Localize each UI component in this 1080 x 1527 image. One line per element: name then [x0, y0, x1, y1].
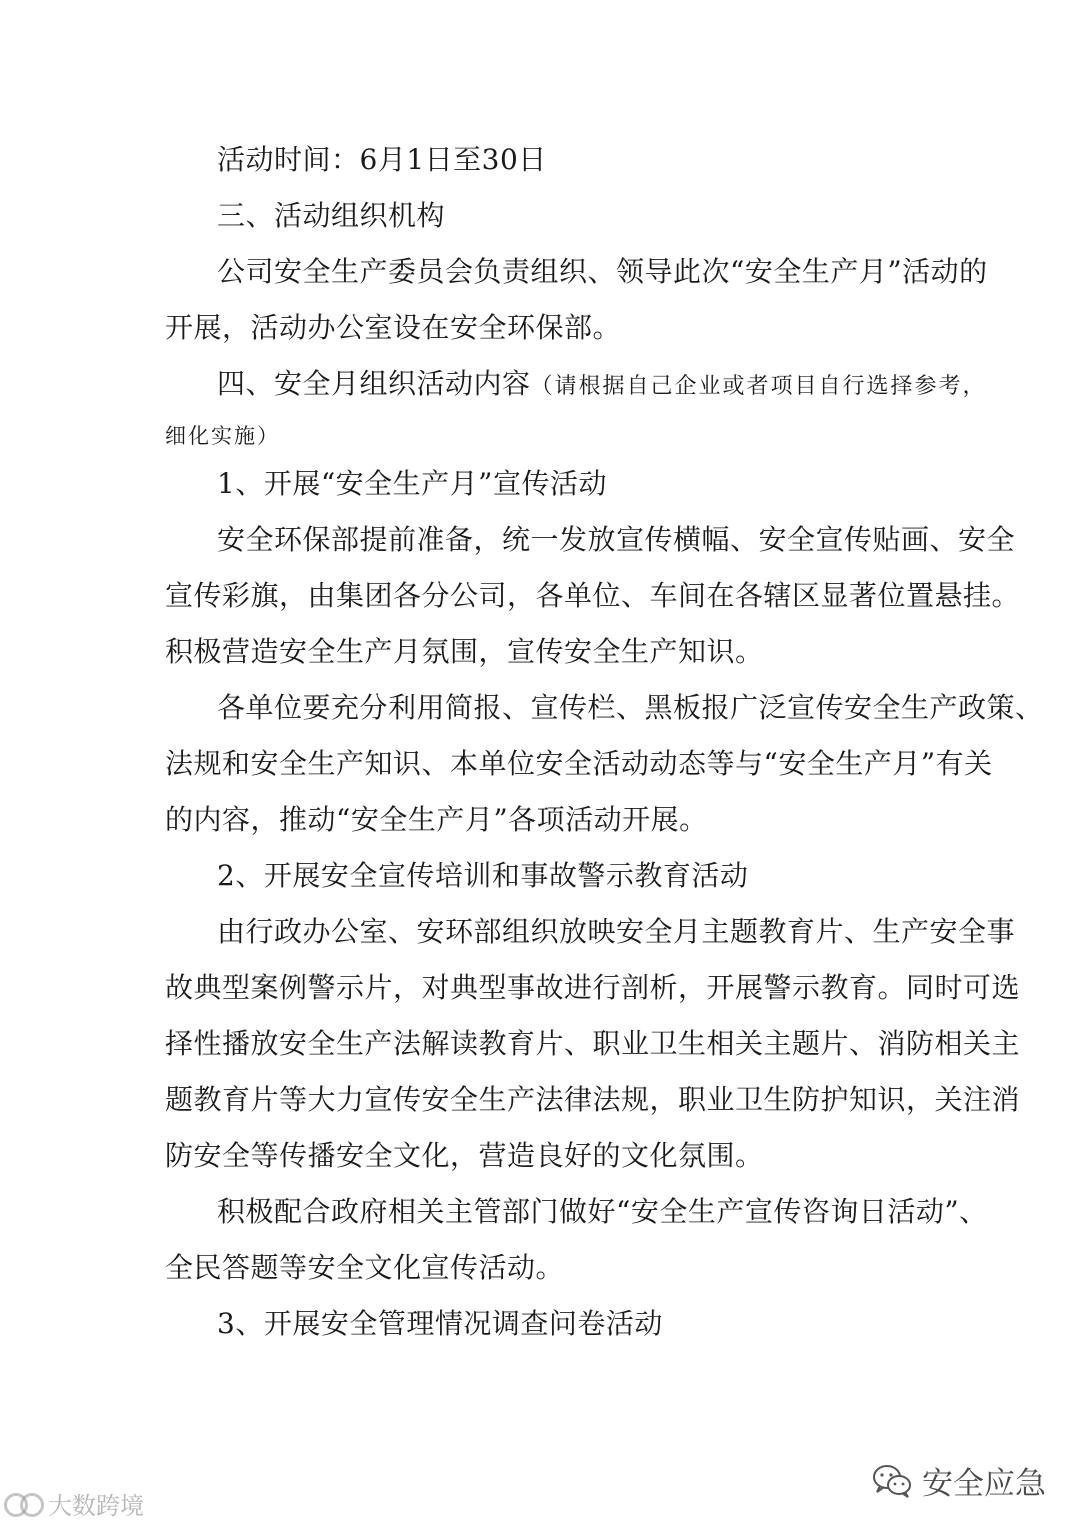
paragraph-line: 法规和安全生产知识、本单位安全活动动态等与“安全生产月”有关 — [165, 747, 993, 780]
paragraph-line: 各单位要充分利用简报、宣传栏、黑板报广泛宣传安全生产政策、 — [217, 691, 1044, 724]
paragraph-line: 开展，活动办公室设在安全环保部。 — [165, 311, 622, 344]
section-4-note: （请根据自己企业或者项目自行选择参考， — [530, 374, 987, 399]
paragraph-line: 故典型案例警示片，对典型事故进行剖析，开展警示教育。同时可选 — [165, 971, 1021, 1004]
paragraph-line: 全民答题等安全文化宣传活动。 — [165, 1251, 565, 1284]
paragraph-line: 由行政办公室、安环部组织放映安全月主题教育片、生产安全事 — [217, 915, 1016, 948]
weibo-logo-icon — [4, 1491, 44, 1517]
paragraph-line: 安全环保部提前准备，统一发放宣传横幅、安全宣传贴画、安全 — [217, 523, 1016, 556]
paragraph-line: 的内容，推动“安全生产月”各项活动开展。 — [165, 803, 708, 836]
paragraph-line: 积极配合政府相关主管部门做好“安全生产宣传咨询日活动”、 — [217, 1195, 988, 1228]
item-2-heading: 2、开展安全宣传培训和事故警示教育活动 — [217, 859, 749, 892]
wechat-icon — [872, 1464, 912, 1498]
watermark-left — [4, 1486, 144, 1521]
watermark-right-text: 安全应急 — [922, 1466, 1046, 1502]
activity-time-line: 活动时间：6月1日至30日 — [217, 143, 547, 176]
watermark-right — [872, 1458, 1046, 1503]
paragraph-line: 宣传彩旗，由集团各分公司，各单位、车间在各辖区显著位置悬挂。 — [165, 579, 1021, 612]
section-3-heading: 三、活动组织机构 — [217, 199, 446, 232]
section-4-note-continued: 细化实施） — [165, 424, 280, 448]
paragraph-line: 积极营造安全生产月氛围，宣传安全生产知识。 — [165, 635, 764, 668]
paragraph-line: 题教育片等大力宣传安全生产法律法规，职业卫生防护知识，关注消 — [165, 1083, 1021, 1116]
paragraph-line: 公司安全生产委员会负责组织、领导此次“安全生产月”活动的 — [217, 255, 988, 288]
section-4-heading — [217, 366, 987, 405]
paragraph-line: 择性播放安全生产法解读教育片、职业卫生相关主题片、消防相关主 — [165, 1027, 1021, 1060]
item-3-heading: 3、开展安全管理情况调查问卷活动 — [217, 1307, 663, 1340]
section-4-title: 四、安全月组织活动内容 — [217, 367, 531, 400]
watermark-left-text: 大数跨境 — [48, 1492, 144, 1520]
item-1-heading: 1、开展“安全生产月”宣传活动 — [217, 467, 607, 500]
paragraph-line: 防安全等传播安全文化，营造良好的文化氛围。 — [165, 1139, 764, 1172]
